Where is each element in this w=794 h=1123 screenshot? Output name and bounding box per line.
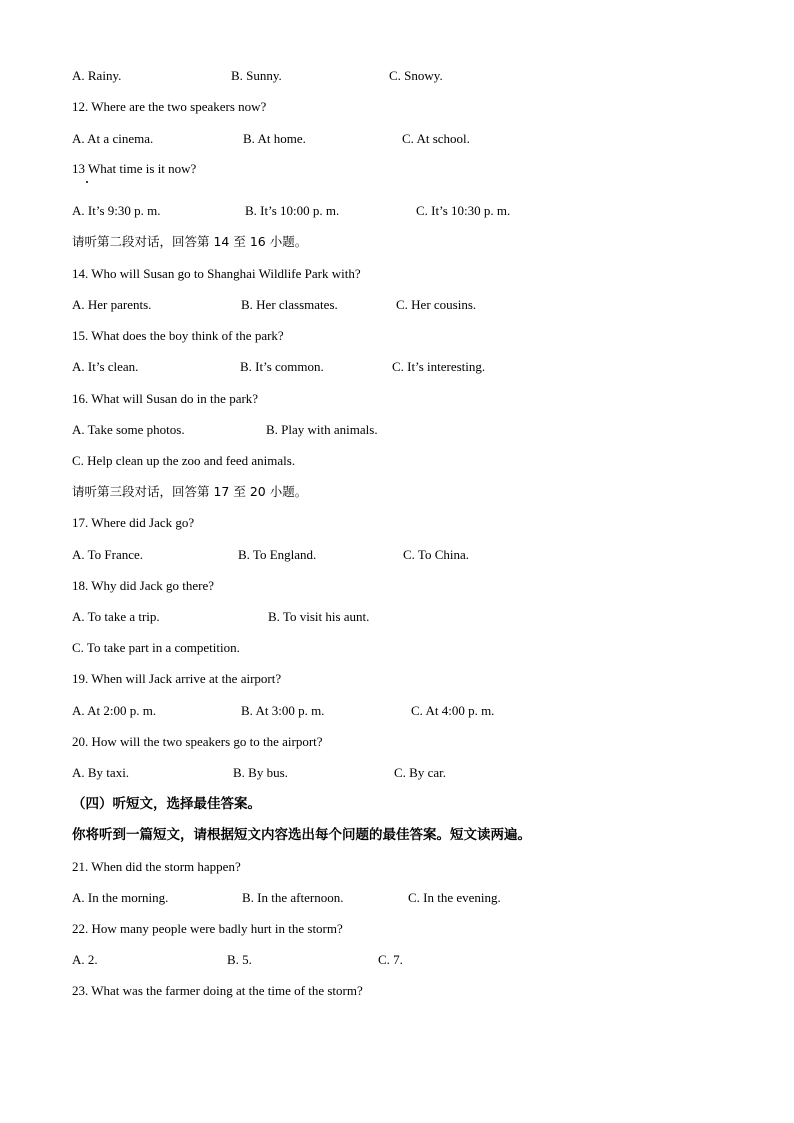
q12-option-a: A. At a cinema.	[72, 131, 154, 146]
q13-option-c: C. It’s 10:30 p. m.	[416, 203, 511, 218]
q21-option-c: C. In the evening.	[408, 890, 501, 905]
q12-option-b: B. At home.	[243, 131, 306, 146]
q19-option-b: B. At 3:00 p. m.	[241, 703, 325, 718]
q16-option-c: C. Help clean up the zoo and feed animals.	[72, 453, 296, 468]
q15-stem: 15. What does the boy think of the park?	[72, 328, 284, 343]
q11-option-c: C. Snowy.	[389, 68, 443, 83]
q18-stem: 18. Why did Jack go there?	[72, 578, 214, 593]
q14-option-b: B. Her classmates.	[241, 297, 338, 312]
q18-option-b: B. To visit his aunt.	[268, 609, 370, 624]
q12-option-c: C. At school.	[402, 131, 470, 146]
part-4-title: （四）听短文，选择最佳答案。	[72, 796, 261, 812]
q20-option-a: A. By taxi.	[72, 765, 130, 780]
section-3-instruction: 请听第三段对话，回答第 17 至 20 小题。	[72, 484, 308, 499]
q15-option-c: C. It’s interesting.	[392, 359, 486, 374]
q19-option-c: C. At 4:00 p. m.	[411, 703, 495, 718]
q13-stem: 13 What time is it now?	[72, 161, 197, 176]
q20-stem: 20. How will the two speakers go to the airport?	[72, 734, 323, 749]
q19-stem: 19. When will Jack arrive at the airport?	[72, 671, 282, 686]
q17-option-c: C. To China.	[403, 547, 470, 562]
q14-option-c: C. Her cousins.	[396, 297, 477, 312]
q21-option-a: A. In the morning.	[72, 890, 169, 905]
section-2-instruction: 请听第二段对话，回答第 14 至 16 小题。	[72, 234, 308, 249]
q19-option-a: A. At 2:00 p. m.	[72, 703, 157, 718]
q11-option-a: A. Rainy.	[72, 68, 122, 83]
q16-stem: 16. What will Susan do in the park?	[72, 391, 259, 406]
q22-stem: 22. How many people were badly hurt in the storm?	[72, 921, 343, 936]
q21-stem: 21. When did the storm happen?	[72, 859, 241, 874]
q17-stem: 17. Where did Jack go?	[72, 515, 195, 530]
q17-option-a: A. To France.	[72, 547, 144, 562]
q13-option-b: B. It’s 10:00 p. m.	[245, 203, 340, 218]
q16-option-a: A. Take some photos.	[72, 422, 185, 437]
q22-option-c: C. 7.	[378, 952, 403, 967]
q22-option-b: B. 5.	[227, 952, 252, 967]
q18-option-a: A. To take a trip.	[72, 609, 160, 624]
part-4-instruction: 你将听到一篇短文，请根据短文内容选出每个问题的最佳答案。短文读两遍。	[72, 827, 531, 843]
q22-option-a: A. 2.	[72, 952, 98, 967]
q14-stem: 14. Who will Susan go to Shanghai Wildlife Park with?	[72, 266, 361, 281]
q21-option-b: B. In the afternoon.	[242, 890, 344, 905]
q16-option-b: B. Play with animals.	[266, 422, 378, 437]
stray-dot-mark	[86, 181, 88, 183]
q15-option-a: A. It’s clean.	[72, 359, 139, 374]
q20-option-b: B. By bus.	[233, 765, 288, 780]
q11-option-b: B. Sunny.	[231, 68, 282, 83]
q15-option-b: B. It’s common.	[240, 359, 324, 374]
q13-option-a: A. It’s 9:30 p. m.	[72, 203, 161, 218]
q12-stem: 12. Where are the two speakers now?	[72, 99, 267, 114]
q17-option-b: B. To England.	[238, 547, 317, 562]
q20-option-c: C. By car.	[394, 765, 446, 780]
q18-option-c: C. To take part in a competition.	[72, 640, 240, 655]
q14-option-a: A. Her parents.	[72, 297, 152, 312]
q23-stem: 23. What was the farmer doing at the time of the storm?	[72, 983, 363, 998]
